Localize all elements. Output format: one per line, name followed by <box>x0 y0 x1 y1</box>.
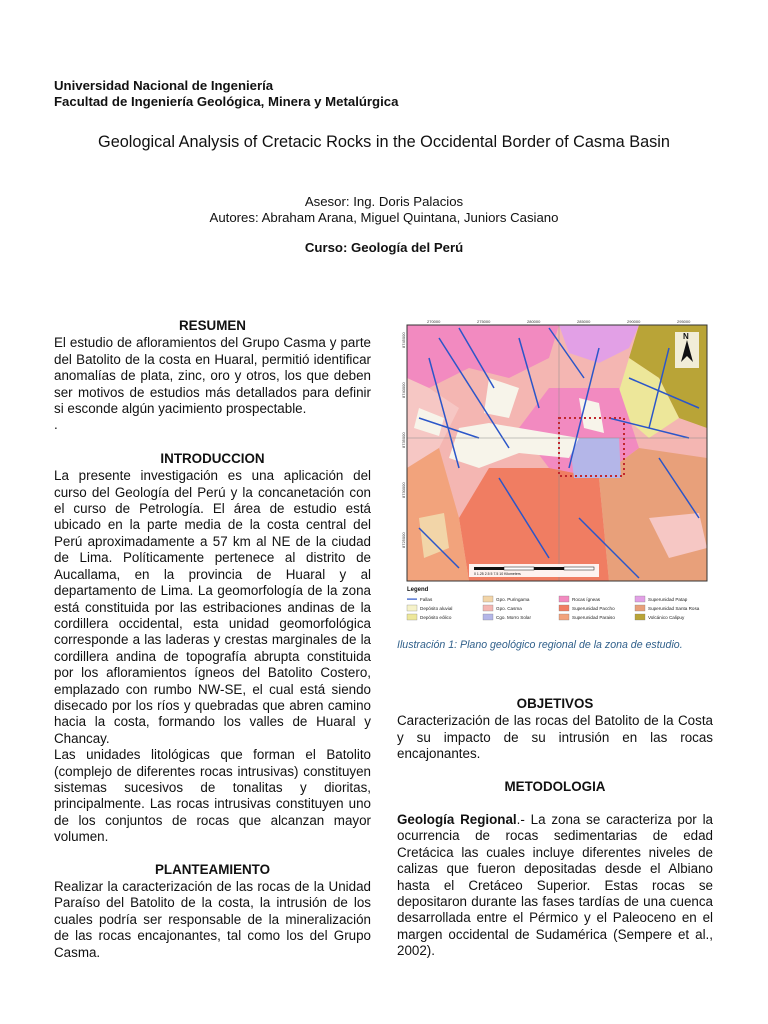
legend-swatch <box>483 605 493 611</box>
advisor: Asesor: Ing. Doris Palacios <box>304 194 464 209</box>
y-tick-3: 8735000 <box>401 432 406 448</box>
north-label: N <box>683 332 689 341</box>
metodologia-heading: METODOLOGIA <box>504 778 606 794</box>
legend-swatch <box>407 599 417 600</box>
university-name: Universidad Nacional de Ingeniería <box>54 78 274 93</box>
x-tick-top-6: 295000 <box>677 319 691 324</box>
legend-swatch <box>635 596 645 602</box>
x-tick-top-3: 280000 <box>527 319 541 324</box>
right-column <box>397 696 713 960</box>
north-arrow <box>675 332 699 368</box>
left-column <box>54 318 371 961</box>
legend-label: Depósito eólico <box>420 615 452 620</box>
resumen-heading: RESUMEN <box>179 318 246 333</box>
scale-label: 0 1.25 2.5 5 7.5 10 Kilometers <box>474 572 521 576</box>
x-tick-top-4: 285000 <box>577 319 591 324</box>
paper-title: Geological Analysis of Cretacic Rocks in the Occidental Border of Casma Basin <box>98 133 670 151</box>
legend-label: Gpo. Puringama <box>496 597 530 602</box>
metodologia-body: .- La zona se caracteriza por la ocurrencia de rocas sedimentarias de edad Cretácica las cuales incluye diferentes niveles de calizas que fueron depositadas desde el Albiano hasta el Cretáceo Superior. Estas rocas se depositaron durante las fases tardías de una cuenca desarrollada entre el Pérmico y el Paleoceno en el margen occidental de Sudamérica (Sempere et al., 2002). <box>397 812 713 959</box>
y-tick-4: 8730000 <box>401 482 406 498</box>
legend-label: Superunidad Santa Rosa <box>648 606 700 611</box>
resumen-text: El estudio de afloramientos del Grupo Casma y parte del Batolito de la costa en Huaral, permitió identificar anomalías de plata, zinc, oro y otros, los que deben ser motivos de estudios más detallados para definir si esconde algún yacimiento prospectable. <box>54 335 371 417</box>
legend-label: Superunidad Paccho <box>572 606 615 611</box>
objetivos-text: Caracterización de las rocas del Batolito de la Costa y su impacto de su intrusión en las rocas encajonantes. <box>397 713 713 762</box>
affiliation <box>54 78 398 110</box>
legend-swatch <box>407 614 417 620</box>
introduccion-paragraph-1: La presente investigación es una aplicación del curso del Geología del Perú y la concanetación con el curso de Petrología. El área de estudio está ubicado en la parte media de la costa central del Perú aproximadamente a 57 km al NE de la ciudad de Lima. Políticamente pertenece al distrito de Aucallama, en la provincia de Huaral y al departamento de Lima. La geomorfología de la zona está constituida por las estribaciones andinas de la cordillera occidental, esta unidad geomorfológica corresponde a las laderas y crestas marginales de la cordillera andina de topografía abrupta constituida por los afloramientos ígneos del Batolito Costero, emplazado con rumbo NW-SE, el cual está siendo disecado por los ríos y quebradas que abren camino hacia la costa, formando los valles de Huaral y Chancay. <box>54 468 371 746</box>
faculty-name: Facultad de Ingeniería Geológica, Minera y Metalúrgica <box>54 94 399 109</box>
x-tick-top-5: 290000 <box>627 319 641 324</box>
figure-caption: Ilustración 1: Plano geológico regional de la zona de estudio. <box>397 639 683 651</box>
geologic-map-figure <box>399 318 715 632</box>
legend-swatch <box>483 596 493 602</box>
legend-swatch <box>407 605 417 611</box>
legend-label: Fallas <box>420 597 433 602</box>
legend-swatch <box>483 614 493 620</box>
legend-label: Superunidad Patap <box>648 597 688 602</box>
map-geology <box>407 325 707 581</box>
legend-label: Rocas ígneas <box>572 597 601 602</box>
y-tick-1: 8745000 <box>401 332 406 348</box>
legend-label: Depósito aluvial <box>420 606 453 611</box>
legend-swatch <box>559 605 569 611</box>
legend-label: Cgo. Morro Solar <box>496 615 531 620</box>
legend-label: Superunidad Paraiso <box>572 615 615 620</box>
legend-swatch <box>559 596 569 602</box>
x-tick-top-2: 275000 <box>477 319 491 324</box>
legend-swatch <box>559 614 569 620</box>
y-tick-5: 8725000 <box>401 532 406 548</box>
planteamiento-heading: PLANTEAMIENTO <box>154 861 271 877</box>
introduccion-heading: INTRODUCCION <box>160 450 265 466</box>
legend-swatch <box>635 605 645 611</box>
legend-title: Legend <box>407 587 429 593</box>
legend-label: Volcánico Calipuy <box>648 615 685 620</box>
objetivos-heading: OBJETIVOS <box>516 696 594 711</box>
metodologia-lead: Geología Regional <box>397 812 517 828</box>
geologic-map <box>399 318 715 632</box>
course: Curso: Geología del Perú <box>304 240 464 255</box>
scale-bar <box>469 564 599 577</box>
metodologia-text <box>397 812 713 960</box>
legend-swatch <box>635 614 645 620</box>
planteamiento-text: Realizar la caracterización de las rocas de la Unidad Paraíso del Batolito de la costa, la intrusión de los cuales podría ser responsable de la mineralización de las rocas encajonantes, tal como los del Grupo Casma. <box>54 879 371 960</box>
x-tick-top-1: 270000 <box>427 319 441 324</box>
introduccion-paragraph-2: Las unidades litológicas que forman el Batolito (complejo de diferentes rocas intrusivas) constituyen sistemas sucesivos de tonalitas y dioritas, principalmente. Las rocas intrusivas constituyen uno de los conjuntos de rocas que alcanzan mayor volumen. <box>54 747 371 845</box>
authors: Autores: Abraham Arana, Miguel Quintana, Juniors Casiano <box>209 210 559 225</box>
y-tick-2: 8740000 <box>401 382 406 398</box>
resumen-trailing: . <box>54 417 58 433</box>
legend-label: Gpo. Casma <box>496 606 522 611</box>
